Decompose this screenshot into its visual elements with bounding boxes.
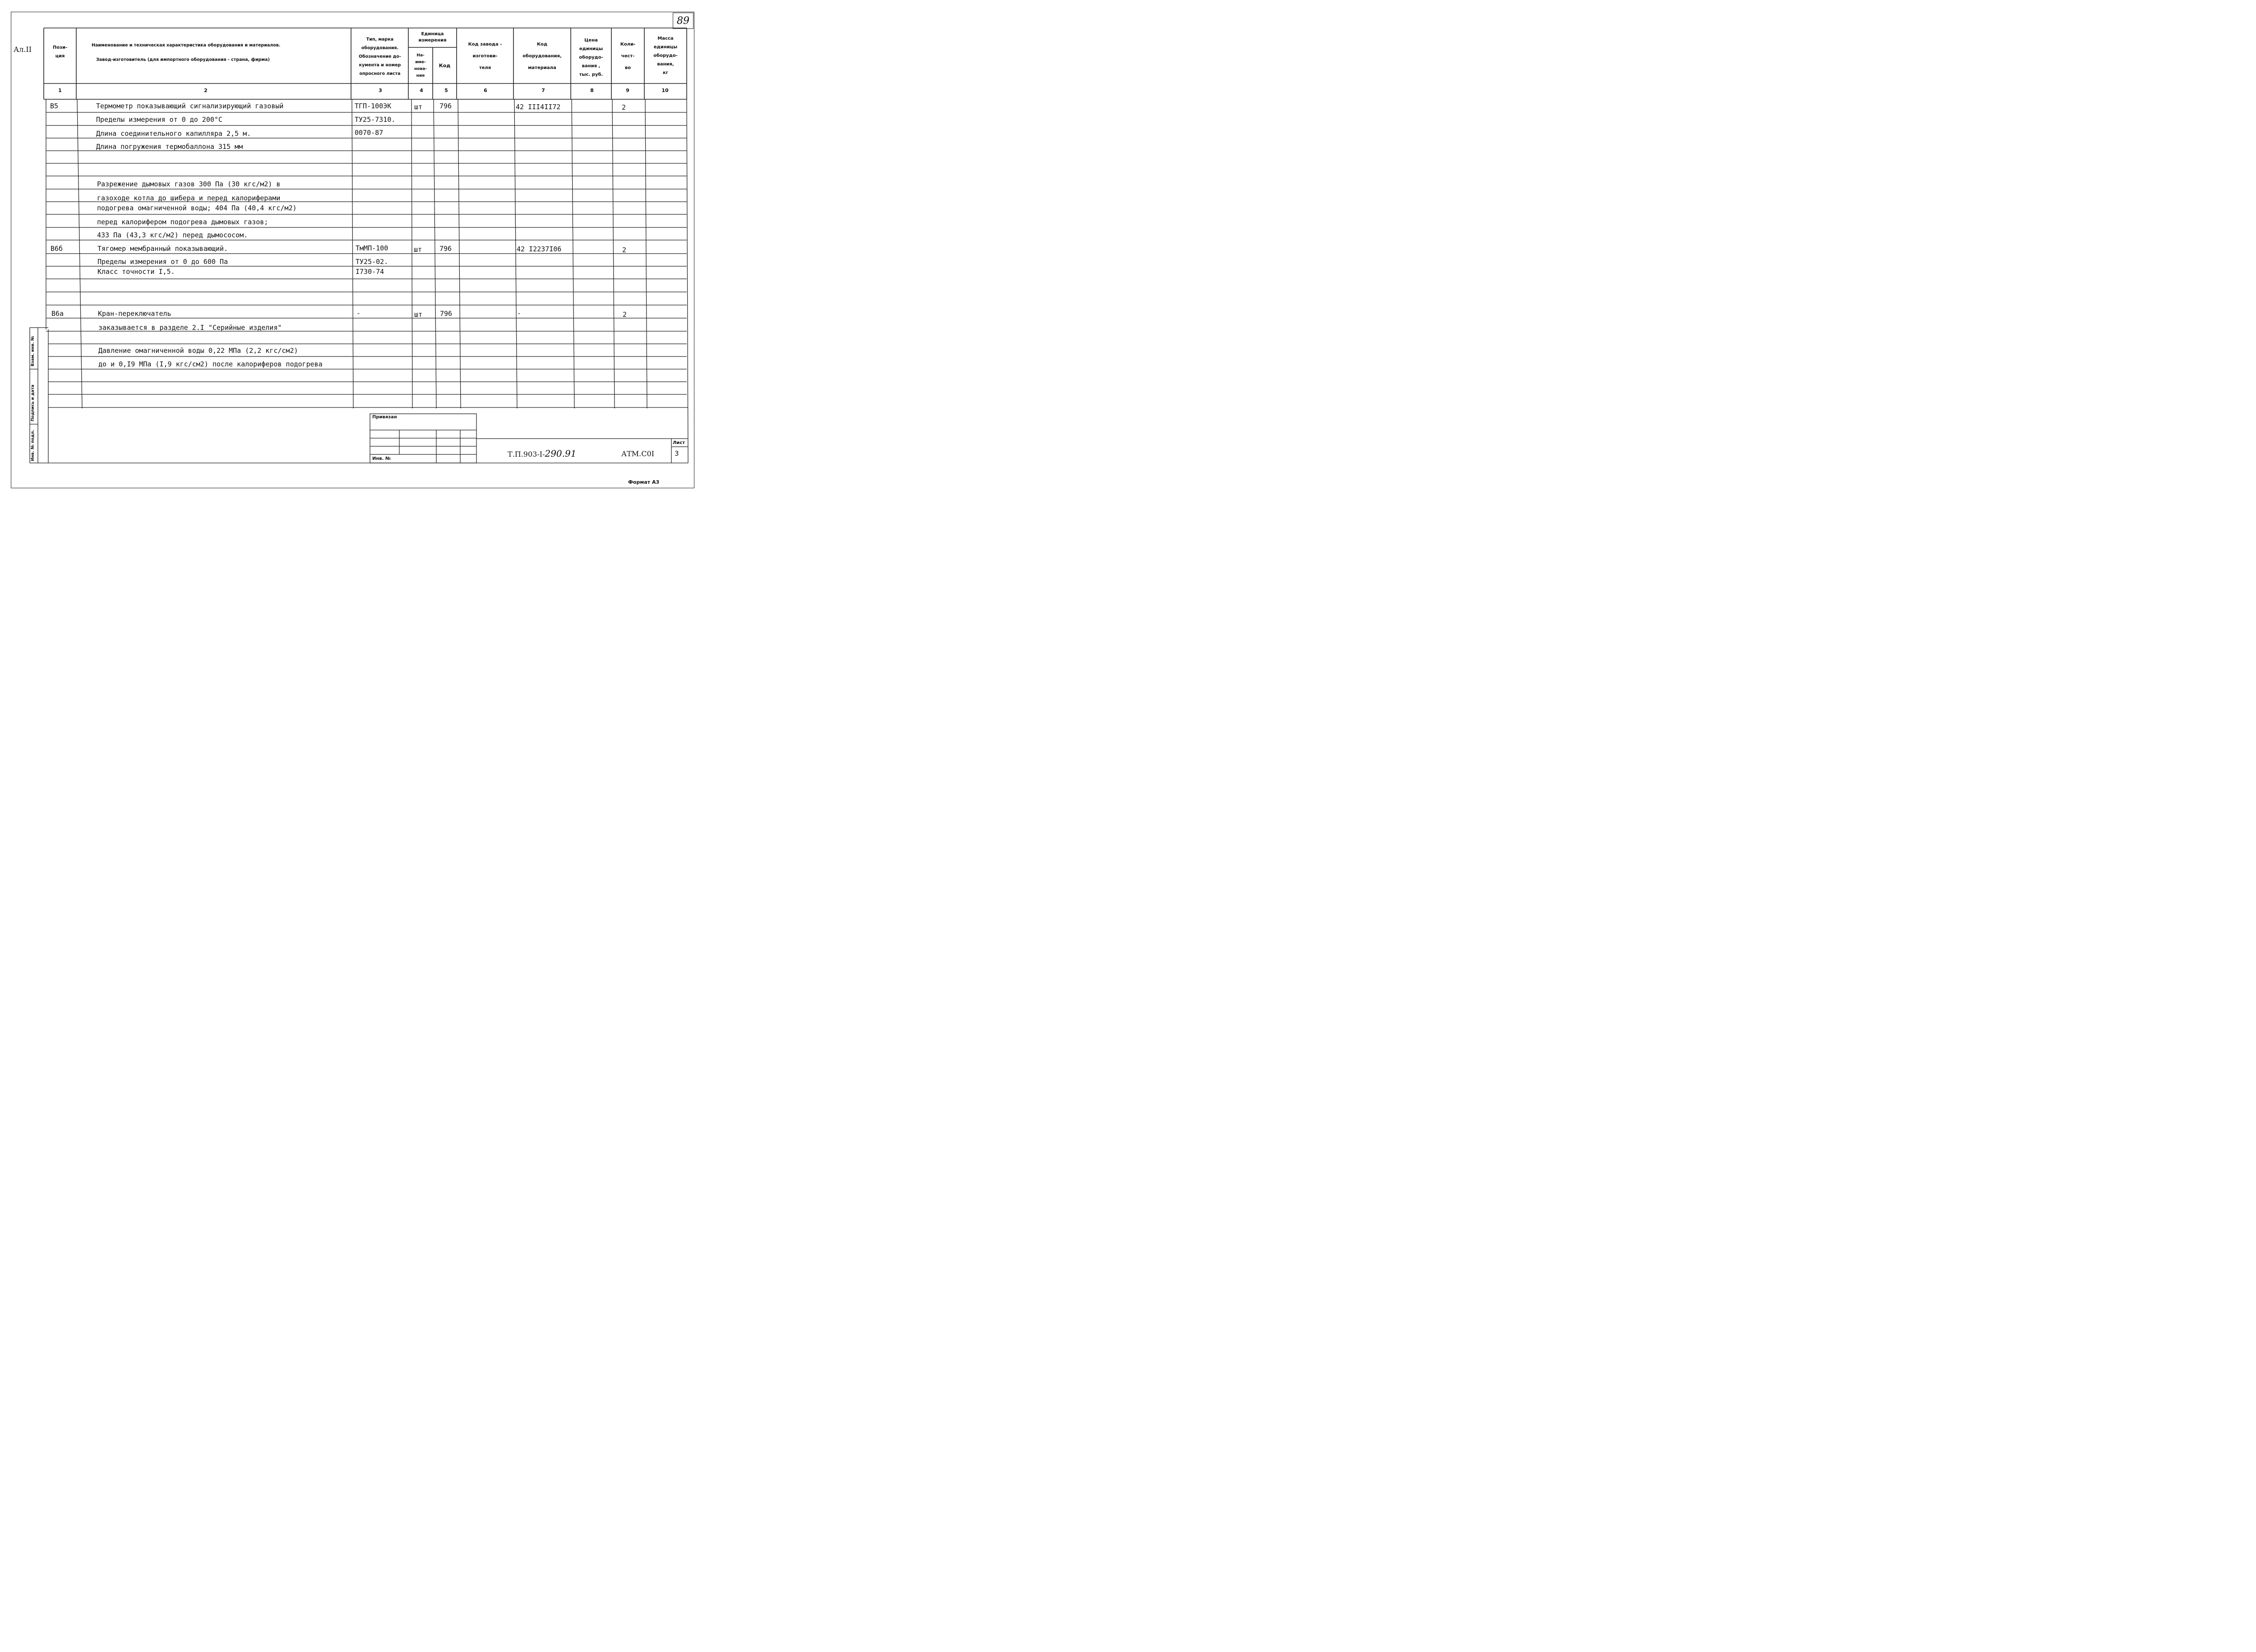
column-number-9: 9 — [626, 88, 629, 93]
strip-label-replacing-inv: Взам. инв. № — [31, 336, 35, 366]
header-name-line2: Завод-изготовитель (для импортного оборудования - страна, фирма) — [96, 57, 270, 62]
cell-position: В6а — [51, 310, 64, 318]
cell-name: до и 0,I9 МПа (I,9 кгс/см2) после калориферов подогрева — [98, 360, 323, 368]
page-number: 89 — [673, 13, 693, 29]
cell-position: В5 — [50, 102, 59, 110]
document-code-prefix: Т.П.903-I- — [508, 450, 545, 458]
cell-unit-code: 796 — [439, 102, 452, 110]
stamp-attached-label: Привязан — [372, 415, 397, 420]
stamp-inventory-label: Инв. № — [372, 456, 391, 461]
cell-unit-code: 796 — [440, 310, 453, 318]
cell-position: В6б — [51, 245, 63, 253]
header-quantity: Коли- чест- во — [620, 42, 636, 70]
cell-type: ТУ25-7310. — [355, 116, 396, 124]
format-label: Формат А3 — [628, 479, 660, 485]
header-equipment-code: Код оборудования, материала — [522, 42, 562, 70]
cell-name: Длина погружения термобаллона 315 мм — [96, 143, 243, 151]
column-number-5: 5 — [444, 88, 448, 93]
cell-name: Пределы измерения от 0 до 200°С — [96, 116, 222, 124]
cell-name: газоходе котла до шибера и перед калориферами — [97, 194, 281, 202]
cell-quantity: 2 — [622, 103, 626, 111]
header-price: Цена единицы оборудо- вания , тыс. руб. — [579, 37, 603, 77]
column-number-1: 1 — [58, 88, 62, 93]
header-name-line1: Наименование и техническая характеристика оборудования и материалов. — [92, 42, 281, 48]
header-mass: Масса единицы оборудо- вания, кг — [653, 36, 678, 75]
strip-label-signature-date: Подпись и дата — [31, 384, 35, 421]
cell-equipment-code: 42 III4II72 — [516, 103, 561, 111]
cell-name: Кран-переключатель — [98, 310, 171, 318]
cell-unit: шт — [414, 103, 423, 111]
cell-type: ТГП-100ЭК — [355, 102, 392, 110]
header-unit-name: На- име- нова- ние — [414, 53, 427, 78]
cell-name: Давление омагниченной воды 0,22 МПа (2,2 кгс/см2) — [98, 347, 298, 355]
cell-type: I730-74 — [356, 268, 384, 276]
cell-type: 0070-87 — [355, 129, 384, 137]
document-code — [508, 448, 576, 459]
column-number-3: 3 — [379, 88, 382, 93]
column-number-6: 6 — [484, 88, 487, 93]
header-unit-code: Код — [439, 63, 451, 69]
strip-label-original-inv: Инв. № подл. — [31, 430, 35, 461]
sheet-number: 3 — [675, 449, 679, 458]
column-number-8: 8 — [590, 88, 594, 93]
cell-name: Тягомер мембранный показывающий. — [97, 245, 228, 253]
cell-name: Разрежение дымовых газов 300 Па (30 кгс/м2) в — [97, 180, 281, 188]
sheet-code: АТМ.С0I — [621, 449, 654, 458]
column-number-10: 10 — [661, 88, 669, 93]
column-number-4: 4 — [420, 88, 423, 93]
sheet-label: Лист — [673, 440, 685, 445]
cell-unit: шт — [414, 310, 423, 319]
cell-name: Пределы измерения от 0 до 600 Па — [97, 258, 228, 266]
cell-equipment-code: - — [517, 309, 522, 317]
cell-type: - — [356, 309, 361, 317]
cell-type: ТУ25-02. — [356, 258, 388, 266]
cell-equipment-code: 42 I2237I06 — [517, 245, 562, 253]
cell-quantity: 2 — [623, 310, 627, 319]
header-position: Пози- ция — [52, 45, 68, 59]
cell-name: перед калорифером подогрева дымовых газов; — [97, 218, 268, 226]
cell-name: подогрева омагниченной воды; 404 Па (40,4 кгс/м2) — [97, 204, 297, 212]
header-factory-code: Код завода - изготови- теля — [468, 42, 502, 70]
column-number-7: 7 — [541, 88, 545, 93]
cell-type: ТмМП-100 — [356, 244, 388, 252]
album-label: Ал.II — [14, 45, 32, 54]
column-number-2: 2 — [204, 88, 208, 93]
cell-quantity: 2 — [622, 246, 627, 254]
cell-unit-code: 796 — [439, 245, 452, 253]
cell-name: Класс точности I,5. — [97, 268, 175, 276]
header-unit-group: Единица измерения — [418, 32, 447, 43]
cell-unit: шт — [414, 245, 422, 254]
cell-name: Длина соединительного капилляра 2,5 м. — [96, 130, 251, 138]
document-code-handwritten: 290.91 — [545, 448, 577, 459]
header-type: Тип, марка оборудования. Обозначение до- кумента и номер опросного листа — [359, 37, 401, 76]
cell-name: заказывается в разделе 2.I "Серийные изделия" — [98, 324, 282, 332]
cell-name: Термометр показывающий сигнализирующий газовый — [96, 102, 284, 110]
cell-name: 433 Па (43,3 кгс/м2) перед дымососом. — [97, 231, 248, 239]
